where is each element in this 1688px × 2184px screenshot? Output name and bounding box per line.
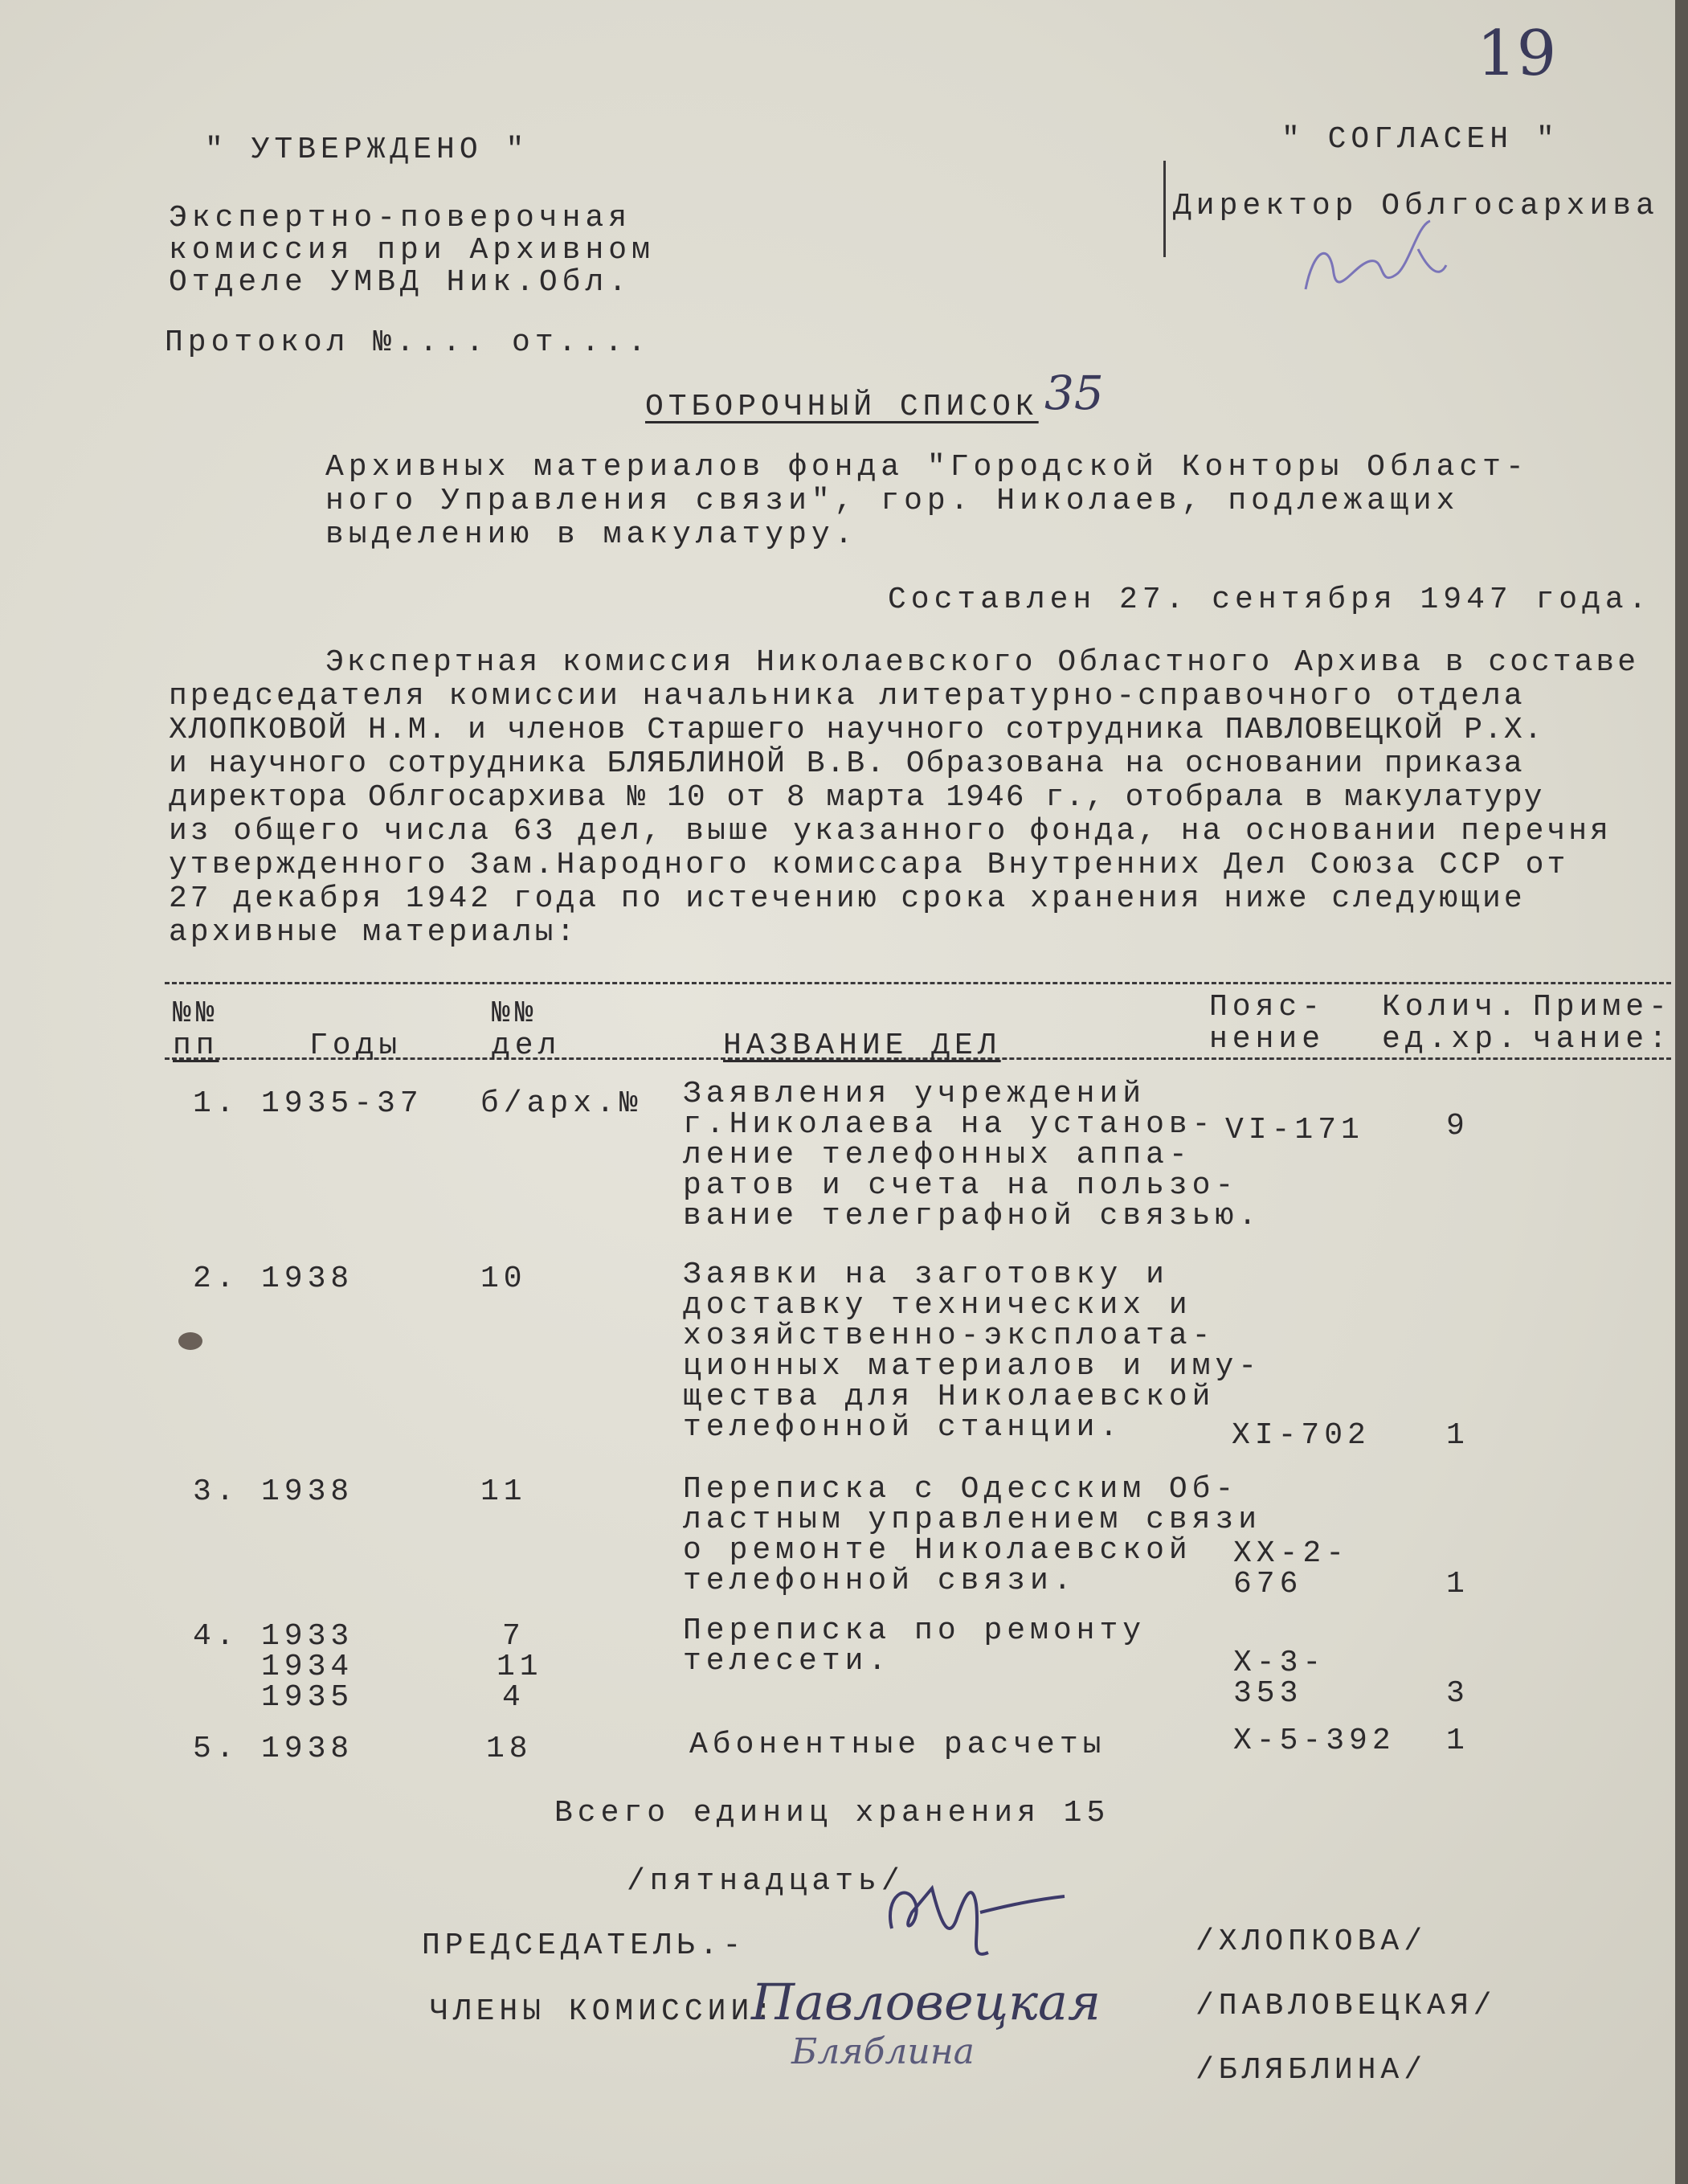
header-qty-a: Колич. xyxy=(1382,990,1521,1025)
row-name-line: Заявки на заготовку и xyxy=(683,1258,1169,1292)
row-number: 5. xyxy=(193,1732,239,1766)
row-explain: VI-171 xyxy=(1225,1113,1364,1147)
list-number: 35 xyxy=(1044,366,1104,420)
subtitle-line-2: ного Управления связи", гор. Николаев, подлежащих xyxy=(325,484,1460,518)
name-member-1: /ПАВЛОВЕЦКАЯ/ xyxy=(1195,1989,1497,2023)
member-signature-1: Павловецкая xyxy=(751,1973,1101,2031)
ink-blot xyxy=(178,1332,202,1350)
row-years: 1935 xyxy=(261,1680,354,1715)
subtitle-line-3: выделению в макулатуру. xyxy=(325,517,858,552)
agreed-line: Директор Облгосархива xyxy=(1173,189,1659,223)
body-line-7: утвержденного Зам.Народного комиссара Внутренних Дел Союза ССР от xyxy=(169,848,1569,882)
chair-signature xyxy=(876,1864,1069,1989)
row-cases: 11 xyxy=(497,1650,543,1684)
row-name-line: Переписка по ремонту xyxy=(683,1613,1146,1648)
page-number: 19 xyxy=(1477,18,1557,90)
row-name-line: Переписка с Одесским Об- xyxy=(683,1472,1239,1507)
approved-line-3: Отделе УМВД Ник.Обл. xyxy=(169,265,632,300)
header-num-b: пп xyxy=(173,1029,219,1063)
row-number: 2. xyxy=(193,1262,239,1296)
row-number: 3. xyxy=(193,1474,239,1509)
total-line: Всего единиц хранения 15 xyxy=(554,1796,1110,1830)
row-years: 1933 xyxy=(261,1619,354,1654)
row-explain-line: 676 xyxy=(1233,1567,1303,1601)
row-number: 1. xyxy=(193,1086,239,1121)
row-cases: 11 xyxy=(480,1474,527,1509)
row-cases: б/арх.№ xyxy=(480,1086,643,1121)
row-explain: X-5-392 xyxy=(1233,1724,1396,1758)
row-qty: 1 xyxy=(1446,1567,1469,1601)
header-explain-a: Пояс- xyxy=(1209,990,1326,1025)
header-num-a: №№ xyxy=(173,996,219,1031)
row-name-line: телефонной связи. xyxy=(683,1564,1077,1598)
row-explain-line: X-3- xyxy=(1233,1646,1326,1680)
compiled-date: Составлен 27. сентября 1947 года. xyxy=(888,583,1652,617)
row-name-line: хозяйственно-эксплоата- xyxy=(683,1319,1216,1353)
director-signature xyxy=(1298,217,1450,317)
row-name-line: ратов и счета на пользо- xyxy=(683,1168,1239,1203)
header-years: Годы xyxy=(309,1029,403,1063)
header-cases-b: дел xyxy=(492,1029,562,1063)
row-name-line: о ремонте Николаевской xyxy=(683,1533,1192,1568)
body-line-6: из общего числа 63 дел, выше указанного фонда, на основании перечня xyxy=(169,814,1612,849)
document-heading: ОТБОРОЧНЫЙ СПИСОК xyxy=(645,390,1039,424)
body-line-5: директора Облгосархива № 10 от 8 марта 1946 г., отобрала в макулатуру xyxy=(169,780,1544,815)
approved-title: " УТВЕРЖДЕНО " xyxy=(205,133,529,167)
row-name-line: Заявления учреждений xyxy=(683,1077,1146,1111)
subtitle-line-1: Архивных материалов фонда "Городской Конторы Област- xyxy=(325,450,1529,485)
member-signature-2: Бляблина xyxy=(791,2031,975,2072)
table-top-rule xyxy=(165,982,1671,984)
approved-line-1: Экспертно-поверочная xyxy=(169,201,632,235)
approved-line-2: комиссия при Архивном xyxy=(169,233,655,268)
row-years: 1935-37 xyxy=(261,1086,423,1121)
row-qty: 9 xyxy=(1446,1109,1469,1143)
header-note-a: Приме- xyxy=(1533,990,1672,1025)
agreed-bracket xyxy=(1163,161,1166,257)
row-name-line: щества для Николаевской xyxy=(683,1380,1216,1414)
row-years: 1938 xyxy=(261,1474,354,1509)
row-explain: XI-702 xyxy=(1232,1418,1371,1453)
protocol-line: Протокол №.... от.... xyxy=(165,325,651,360)
name-chair: /ХЛОПКОВА/ xyxy=(1195,1924,1428,1959)
row-cases: 4 xyxy=(502,1680,525,1715)
row-qty: 1 xyxy=(1446,1418,1469,1453)
row-cases: 7 xyxy=(502,1619,525,1654)
body-line-8: 27 декабря 1942 года по истечению срока хранения ниже следующие xyxy=(169,881,1526,916)
row-name-line: Абонентные расчеты xyxy=(689,1728,1106,1762)
row-number: 4. xyxy=(193,1619,239,1654)
row-qty: 1 xyxy=(1446,1724,1469,1758)
row-years: 1934 xyxy=(261,1650,354,1684)
body-line-3: ХЛОПКОВОЙ Н.М. и членов Старшего научного сотрудника ПАВЛОВЕЦКОЙ Р.Х. xyxy=(169,713,1544,747)
header-cases-a: №№ xyxy=(492,996,538,1031)
row-explain-line: XX-2- xyxy=(1233,1536,1350,1571)
row-years: 1938 xyxy=(261,1262,354,1296)
row-name-line: вание телеграфной связью. xyxy=(683,1199,1262,1233)
row-name-line: г.Николаева на установ- xyxy=(683,1107,1216,1142)
name-member-2: /БЛЯБЛИНА/ xyxy=(1195,2053,1428,2088)
header-name: НАЗВАНИЕ ДЕЛ xyxy=(723,1029,1001,1063)
row-name-line: телефонной станции. xyxy=(683,1410,1123,1445)
body-line-4: и научного сотрудника БЛЯБЛИНОЙ В.В. Образована на основании приказа xyxy=(169,746,1524,781)
row-years: 1938 xyxy=(261,1732,354,1766)
row-qty: 3 xyxy=(1446,1676,1469,1711)
row-name-line: доставку технических и xyxy=(683,1288,1192,1323)
body-line-9: архивные материалы: xyxy=(169,915,578,950)
row-name-line: ластным управлением связи xyxy=(683,1503,1262,1537)
row-cases: 10 xyxy=(480,1262,527,1296)
total-words: /пятнадцать/ xyxy=(627,1864,905,1899)
header-note-b: чание: xyxy=(1533,1022,1672,1057)
row-explain-line: 353 xyxy=(1233,1676,1303,1711)
row-name-line: телесети. xyxy=(683,1644,892,1679)
row-name-line: ционных материалов и иму- xyxy=(683,1349,1262,1384)
body-line-1: Экспертная комиссия Николаевского Областного Архива в составе xyxy=(325,645,1640,680)
header-qty-b: ед.хр. xyxy=(1382,1022,1521,1057)
agreed-title: " СОГЛАСЕН " xyxy=(1281,122,1559,157)
body-line-2: председателя комиссии начальника литературно-справочного отдела xyxy=(169,679,1526,714)
members-label: ЧЛЕНЫ КОМИССИИ: xyxy=(430,1994,778,2029)
row-cases: 18 xyxy=(486,1732,533,1766)
row-name-line: ление телефонных аппа- xyxy=(683,1138,1192,1172)
header-explain-b: нение xyxy=(1209,1022,1326,1057)
chair-label: ПРЕДСЕДАТЕЛЬ.- xyxy=(422,1928,746,1963)
